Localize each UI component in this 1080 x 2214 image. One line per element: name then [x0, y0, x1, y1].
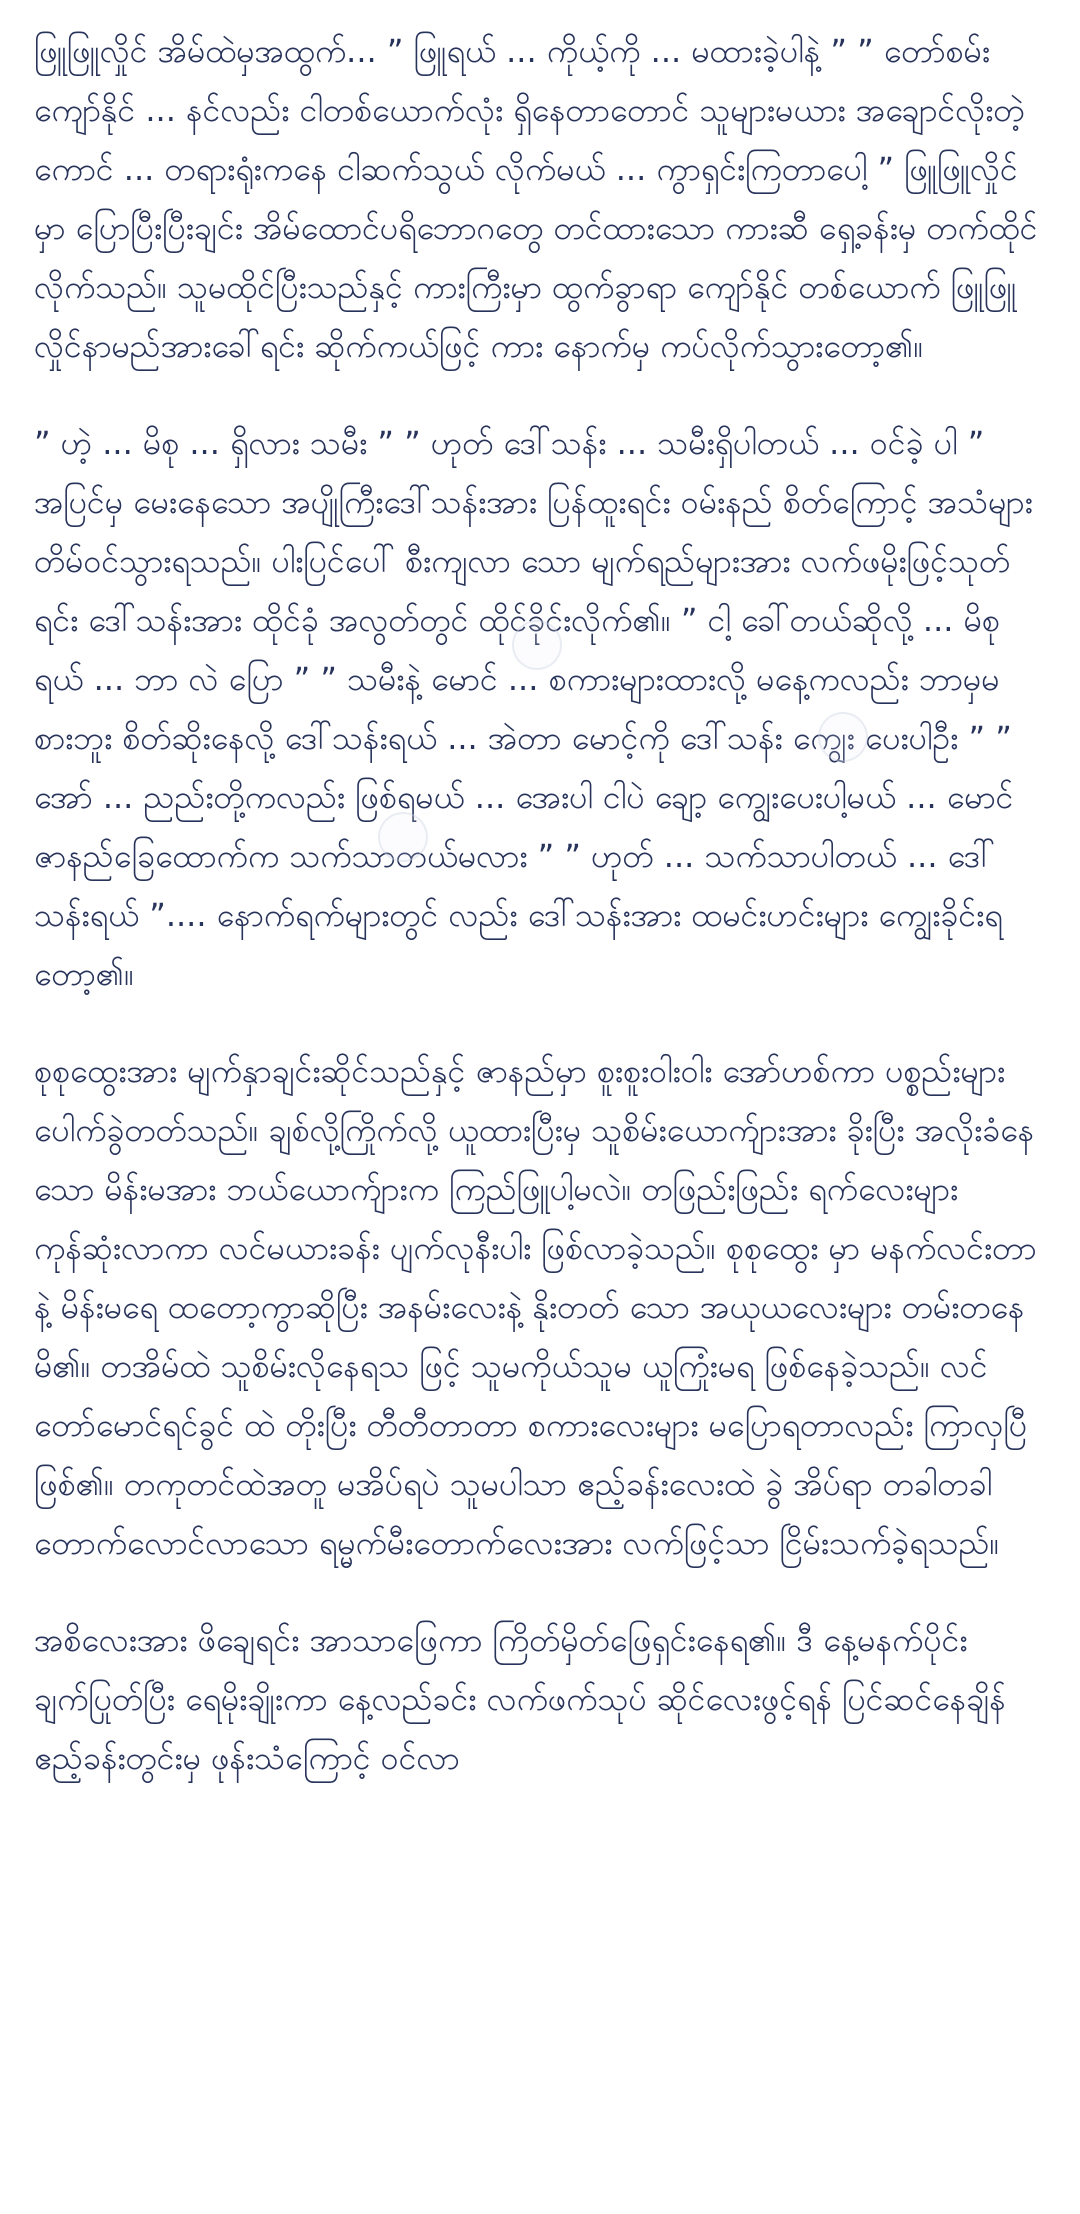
- story-paragraph-2: ” ဟဲ့ ... မိစု ... ရှိလား သမီး ” ” ဟုတ် ဒေါ်သန်း ... သမီးရှိပါတယ် ... ဝင်ခဲ့ ပါ ” အပြင်မှ မေးနေသော အပျိုကြီးဒေါ်သန်းအား ပြန်ထူးရင်း ဝမ်းနည် စိတ်ကြောင့် အသံများ တိမ်ဝင်သွားရသည်။ ပါးပြင်ပေါ် စီးကျလာ သော မျက်ရည်များအား လက်ဖမိုးဖြင့်သုတ်ရင်း ဒေါ်သန်းအား ထိုင်ခုံ အလွတ်တွင် ထိုင်ခိုင်းလိုက်၏။ ” ငါ့ ခေါ်တယ်ဆိုလို့ ... မိစုရယ် ... ဘာ လဲ ပြော ” ” သမီးနဲ့ မောင် ... စကားများထားလို့ မနေ့ကလည်း ဘာမှမ စားဘူး စိတ်ဆိုးနေလို့ ဒေါ်သန်းရယ် ... အဲတာ မောင့်ကို ဒေါ်သန်း ကျွေး ပေးပါဦး ” ” အော် ... ညည်းတို့ကလည်း ဖြစ်ရမယ် ... အေးပါ ငါပဲ ချော့ ကျွေးပေးပါ့မယ် ... မောင်ဇာနည်ခြေထောက်က သက်သာတယ်မလား ” ” ဟုတ် ... သက်သာပါတယ် ... ဒေါ်သန်းရယ် ”.... နောက်ရက်များတွင် လည်း ဒေါ်သန်းအား ထမင်းဟင်းများ ကျွေးခိုင်းရတော့၏။: [34, 424, 1033, 993]
- story-paragraph-4: အစိလေးအား ဖိချေရင်း အာသာဖြေကာ ကြိတ်မှိတ်ဖြေရှင်းနေရ၏။ ဒီ နေ့မနက်ပိုင်း ချက်ပြုတ်ပြီး ရေမိုးချိုးကာ နေ့လည်ခင်း လက်ဖက်သုပ် ဆိုင်လေးဖွင့်ရန် ပြင်ဆင်နေချိန် ဧည့်ခန်းတွင်းမှ ဖုန်းသံကြောင့် ဝင်လာ: [34, 1621, 1006, 1777]
- story-paragraph-1: ဖြူဖြူလှိုင် အိမ်ထဲမှအထွက်... ” ဖြူရယ် ... ကိုယ့်ကို ... မထားခဲ့ပါနဲ့ ” ” တော်စမ်း ကျော်နိုင် ... နင်လည်း ငါတစ်ယောက်လုံး ရှိနေတာတောင် သူများမယား အချောင်လိုးတဲ့ကောင် ... တရားရုံးကနေ ငါဆက်သွယ် လိုက်မယ် ... ကွာရှင်းကြတာပေါ့ ” ဖြူဖြူလှိုင်မှာ ပြောပြီးပြီးချင်း အိမ်ထောင်ပရိဘောဂတွေ တင်ထားသော ကားဆီ ရှေ့ခန်းမှ တက်ထိုင် လိုက်သည်။ သူမထိုင်ပြီးသည်နှင့် ကားကြီးမှာ ထွက်ခွာရာ ကျော်နိုင် တစ်ယောက် ဖြူဖြူလှိုင်နာမည်အားခေါ်ရင်း ဆိုက်ကယ်ဖြင့် ကား နောက်မှ ကပ်လိုက်သွားတော့၏။: [34, 32, 1038, 365]
- story-paragraph-3: စုစုထွေးအား မျက်နှာချင်းဆိုင်သည်နှင့် ဇာနည်မှာ စူးစူးဝါးဝါး အော်ဟစ်ကာ ပစ္စည်းများ ပေါက်ခွဲတတ်သည်။ ချစ်လို့ကြိုက်လို့ ယူထားပြီးမှ သူစိမ်းယောက်ျားအား ခိုးပြီး အလိုးခံနေသော မိန်းမအား ဘယ်ယောက်ျားက ကြည်ဖြူပါ့မလဲ။ တဖြည်းဖြည်း ရက်လေးများ ကုန်ဆုံးလာကာ လင်မယားခန်း ပျက်လုနီးပါး ဖြစ်လာခဲ့သည်။ စုစုထွေး မှာ မနက်လင်းတာနဲ့ မိန်းမရေ ထတော့ကွာဆိုပြီး အနမ်းလေးနဲ့ နိုးတတ် သော အယုယလေးများ တမ်းတနေမိ၏။ တအိမ်ထဲ သူစိမ်းလိုနေရသ ဖြင့် သူမကိုယ်သူမ ယူကြုံးမရ ဖြစ်နေခဲ့သည်။ လင်တော်မောင်ရင်ခွင် ထဲ တိုးပြီး တီတီတာတာ စကားလေးများ မပြောရတာလည်း ကြာလှပြီ ဖြစ်၏။ တကုတင်ထဲအတူ မအိပ်ရပဲ သူမပါသာ ဧည့်ခန်းလေးထဲ ခွဲ အိပ်ရာ တခါတခါ တောက်လောင်လာသော ရမ္မက်မီးတောက်လေးအား လက်ဖြင့်သာ ငြိမ်းသက်ခဲ့ရသည်။: [34, 1052, 1037, 1562]
